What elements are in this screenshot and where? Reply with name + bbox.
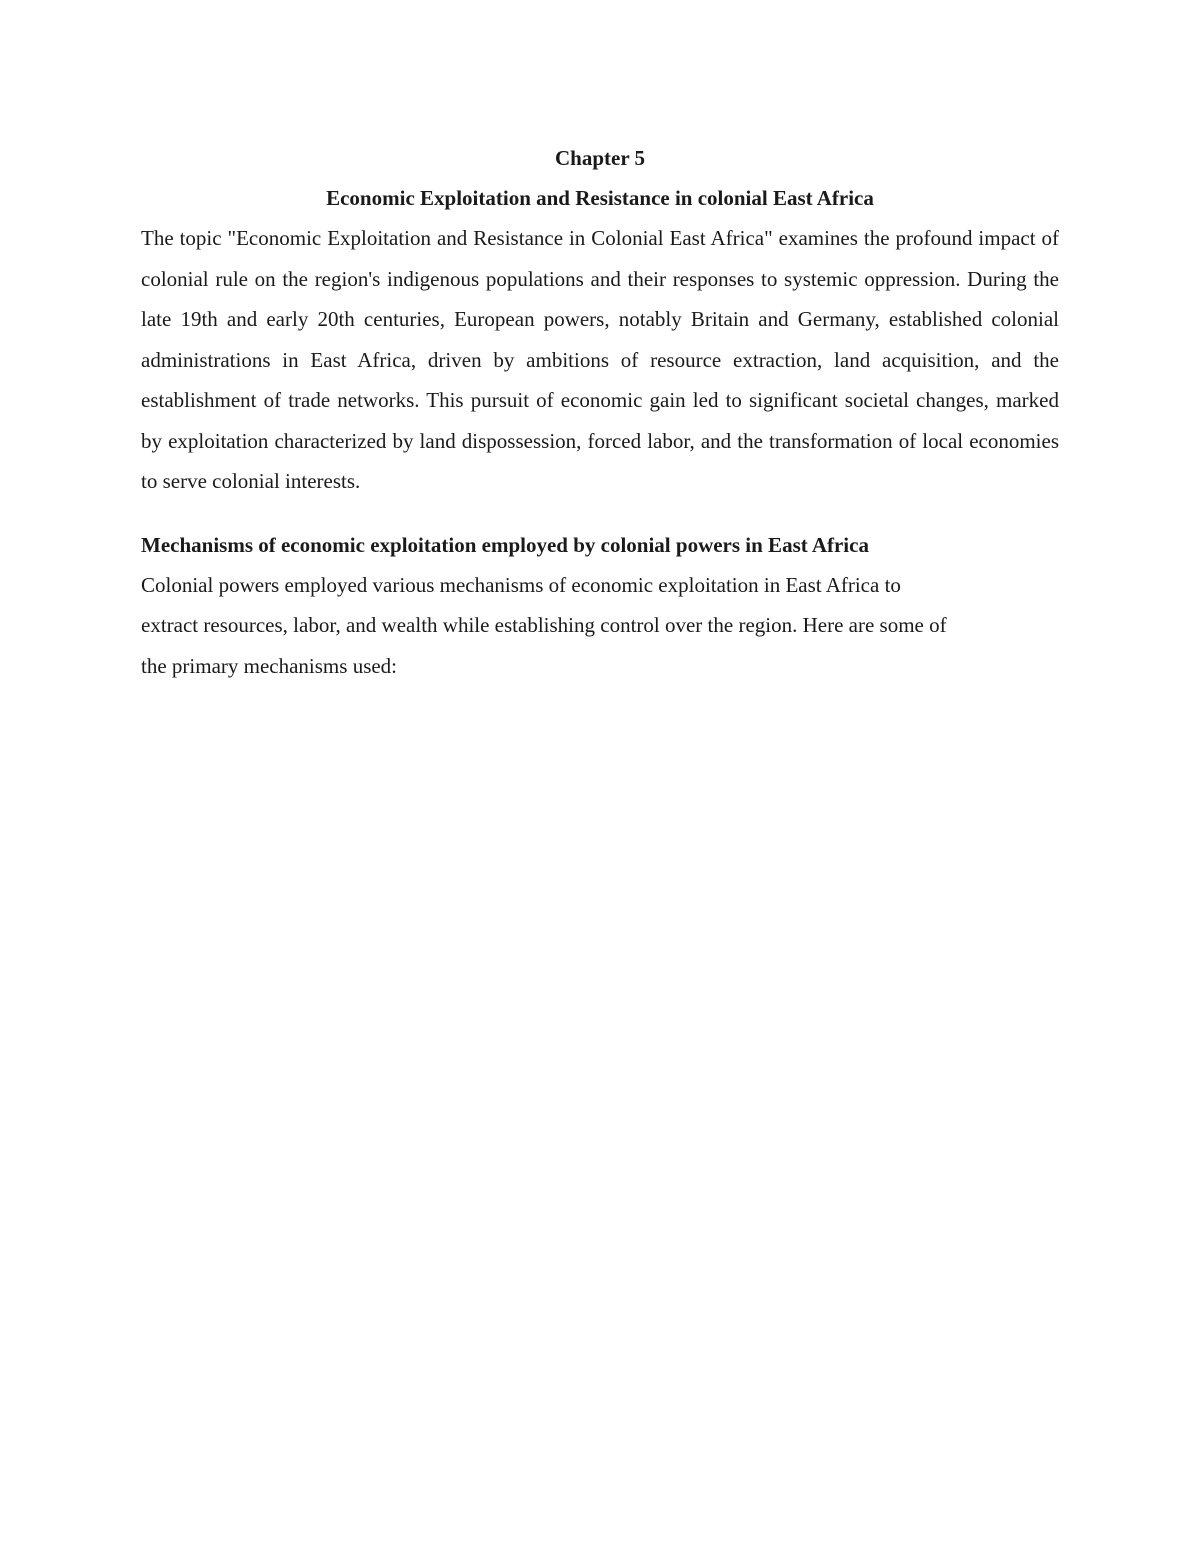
chapter-number: Chapter 5 (554, 146, 646, 170)
section-paragraph-line: extract resources, labor, and wealth while establishing control over the region. Here are some of (141, 613, 947, 637)
section-paragraph (141, 565, 1059, 687)
chapter-title: Economic Exploitation and Resistance in colonial East Africa (326, 186, 874, 210)
page-content (141, 138, 1059, 686)
section-paragraph-line: the primary mechanisms used: (141, 653, 398, 678)
intro-paragraph: The topic "Economic Exploitation and Resistance in Colonial East Africa" examines the profound impact of colonial rule on the region's indigenous populations and their responses to systemic oppression. During the late 19th and early 20th centuries, European powers, notably Britain and Germany, established colonial administrations in East Africa, driven by ambitions of resource extraction, land acquisition, and the establishment of trade networks. This pursuit of economic gain led to significant societal changes, marked by exploitation characterized by land dispossession, forced labor, and the transformation of local economies to serve colonial interests. (141, 226, 1059, 493)
section-paragraph-line: Colonial powers employed various mechanisms of economic exploitation in East Africa to (141, 572, 901, 597)
section-heading: Mechanisms of economic exploitation employed by colonial powers in East Africa (141, 532, 869, 557)
